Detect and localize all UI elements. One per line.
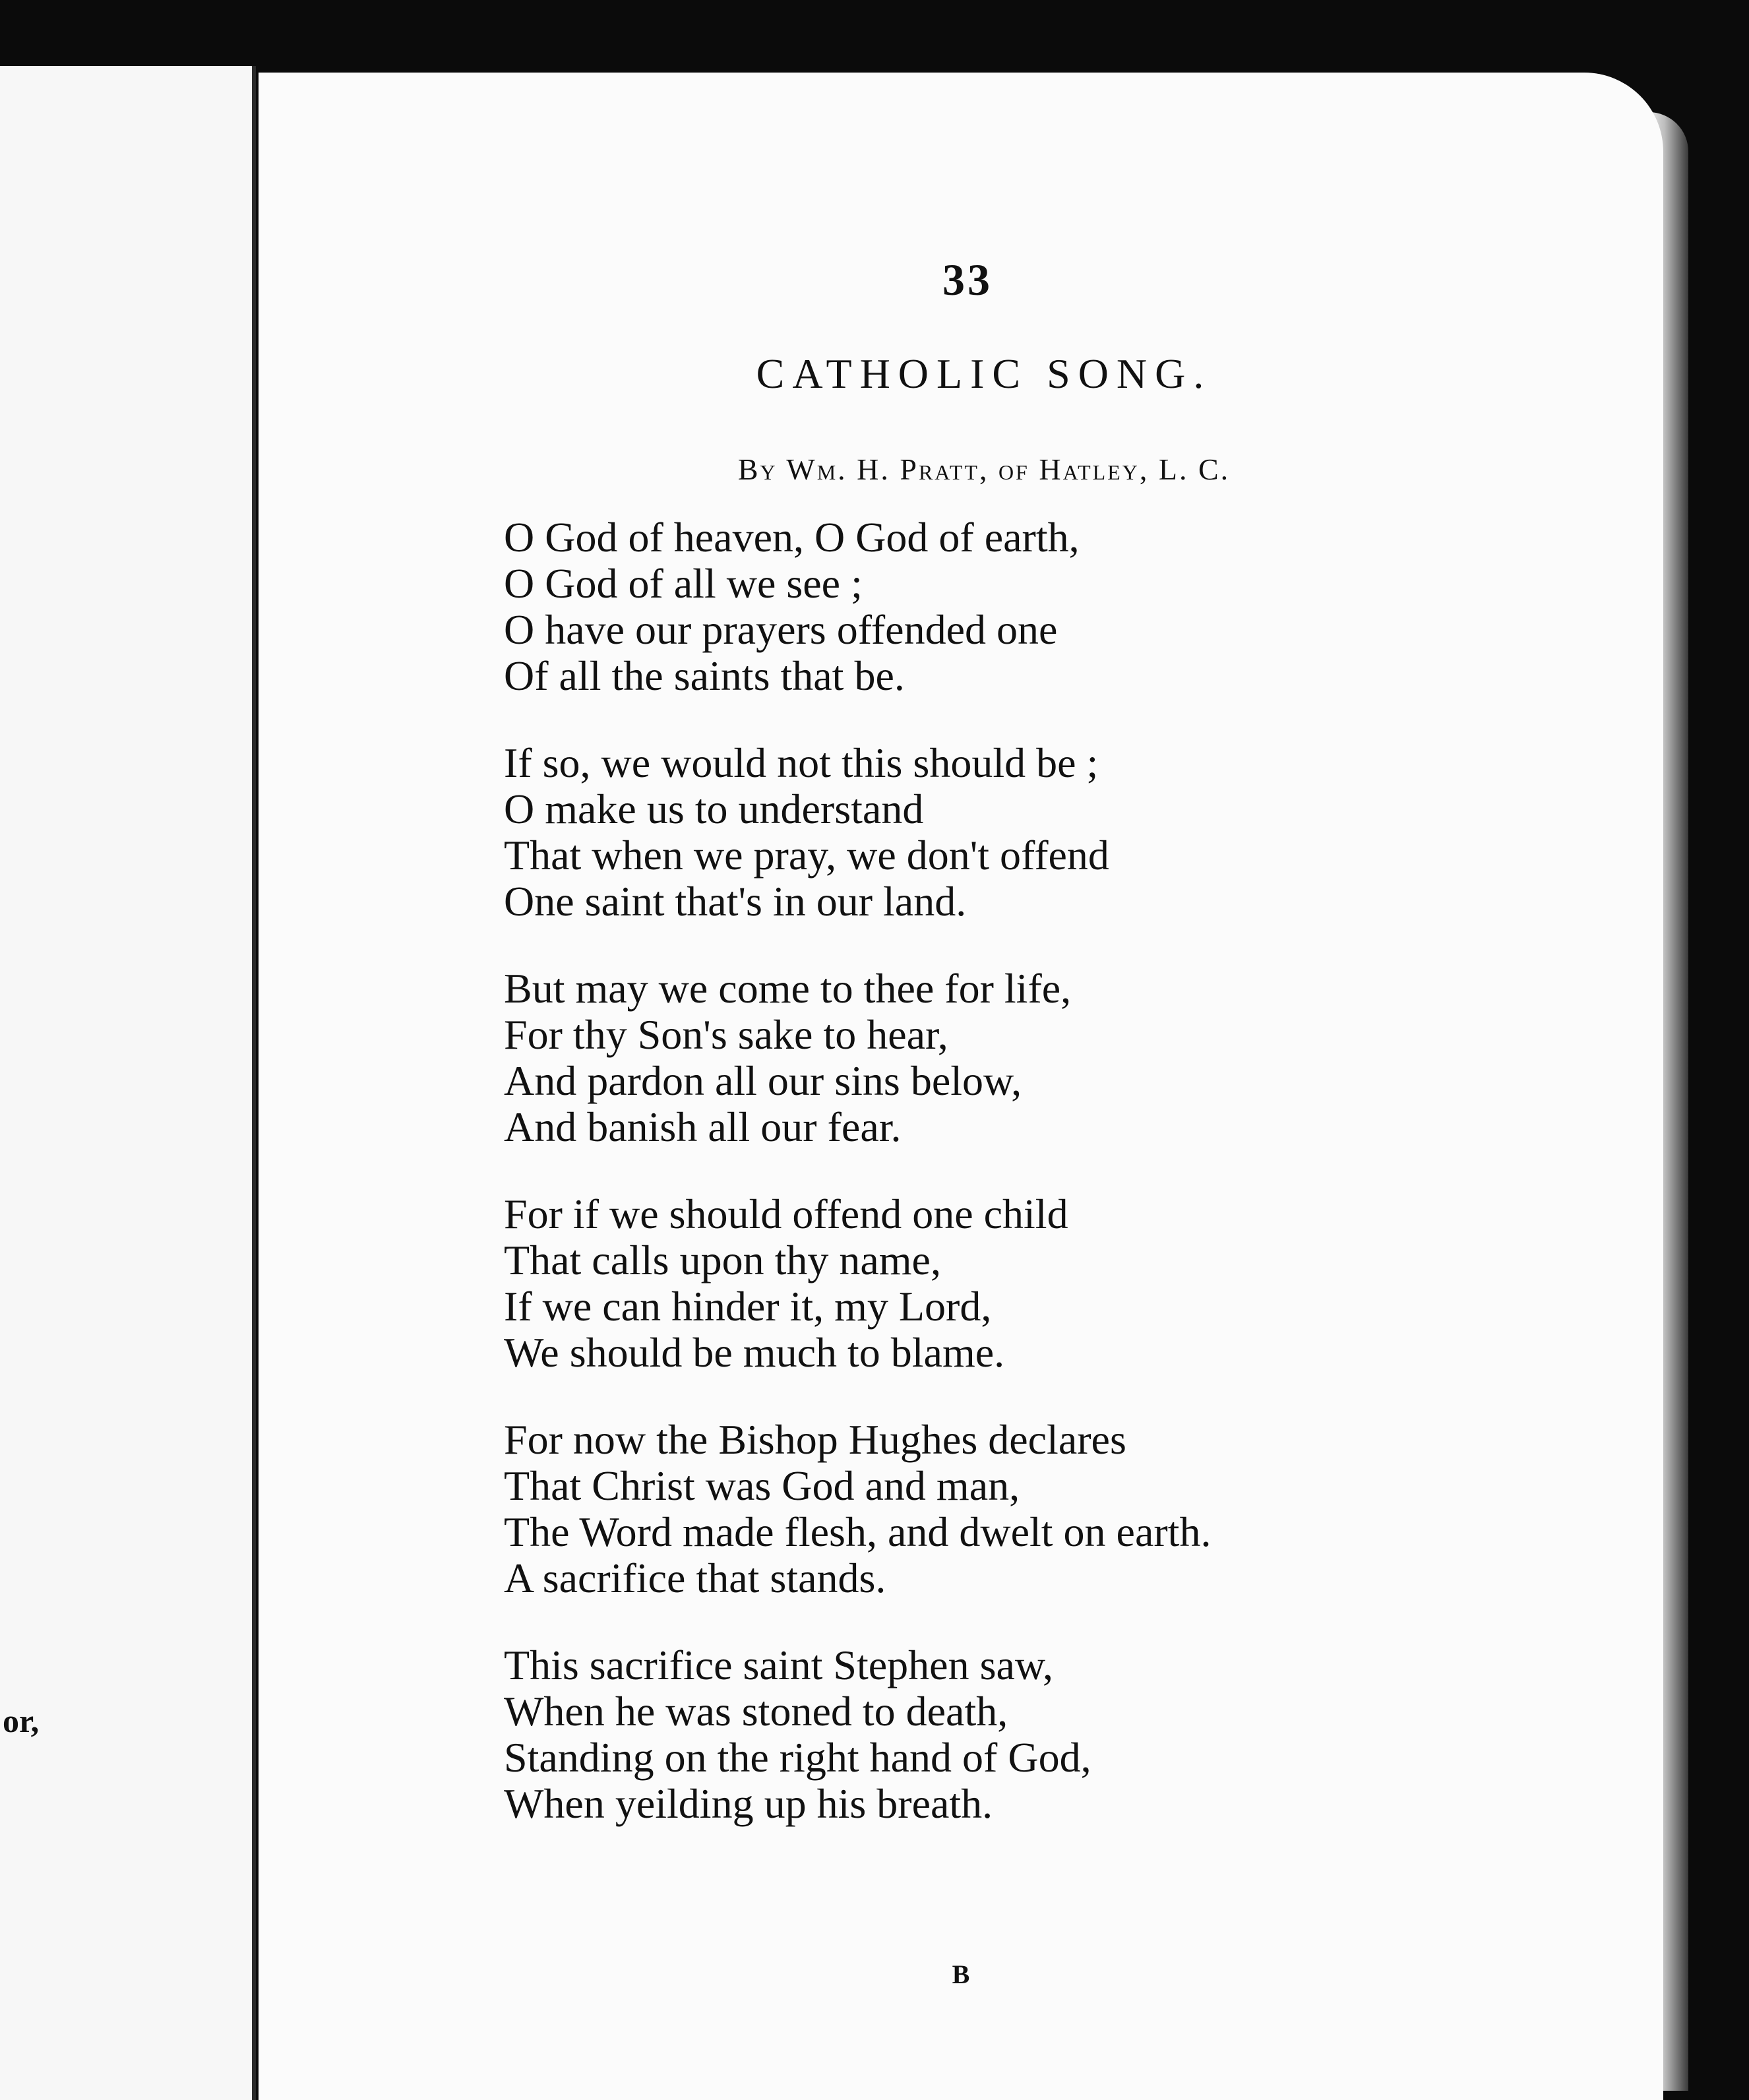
verse-line: But may we come to thee for life,: [504, 965, 1072, 1012]
verse-line: That Christ was God and man,: [504, 1462, 1020, 1509]
stanza: [504, 514, 1592, 699]
page-number: 33: [942, 255, 993, 305]
verse-line: And pardon all our sins below,: [504, 1057, 1022, 1104]
left-page-text-fragment: or,: [3, 1702, 40, 1739]
verse-line: A sacrifice that stands.: [504, 1555, 886, 1601]
verse-line: If so, we would not this should be ;: [504, 739, 1099, 786]
verse-line: When he was stoned to death,: [504, 1688, 1008, 1735]
stanza: [504, 740, 1592, 925]
verse-line: The Word made flesh, and dwelt on earth.: [504, 1508, 1212, 1555]
stanza: [504, 1191, 1592, 1376]
verse-line: O God of heaven, O God of earth,: [504, 514, 1080, 561]
poem: [504, 514, 1592, 1868]
verse-line: This sacrifice saint Stephen saw,: [504, 1642, 1053, 1688]
printer-signature-mark: B: [952, 1960, 970, 1989]
verse-line: O have our prayers offended one: [504, 606, 1058, 653]
stanza: [504, 966, 1592, 1150]
verse-line: And banish all our fear.: [504, 1103, 902, 1150]
verse-line: For now the Bishop Hughes declares: [504, 1416, 1126, 1463]
left-page: [0, 66, 256, 2100]
stanza: [504, 1642, 1592, 1827]
author-byline: By Wm. H. Pratt, of Hatley, L. C.: [737, 452, 1231, 486]
verse-line: We should be much to blame.: [504, 1329, 1005, 1376]
verse-line: One saint that's in our land.: [504, 878, 967, 925]
verse-line: Standing on the right hand of God,: [504, 1734, 1091, 1781]
stanza: [504, 1417, 1592, 1601]
page-content: [259, 73, 1663, 2100]
verse-line: Of all the saints that be.: [504, 652, 905, 699]
song-title: CATHOLIC SONG.: [756, 350, 1212, 397]
verse-line: O make us to understand: [504, 786, 924, 832]
verse-line: O God of all we see ;: [504, 560, 863, 607]
verse-line: For if we should offend one child: [504, 1190, 1068, 1237]
verse-line: When yeilding up his breath.: [504, 1780, 993, 1827]
verse-line: If we can hinder it, my Lord,: [504, 1283, 992, 1330]
verse-line: For thy Son's sake to hear,: [504, 1011, 948, 1058]
right-page: [259, 73, 1663, 2100]
verse-line: That calls upon thy name,: [504, 1237, 941, 1283]
verse-line: That when we pray, we don't offend: [504, 832, 1109, 879]
